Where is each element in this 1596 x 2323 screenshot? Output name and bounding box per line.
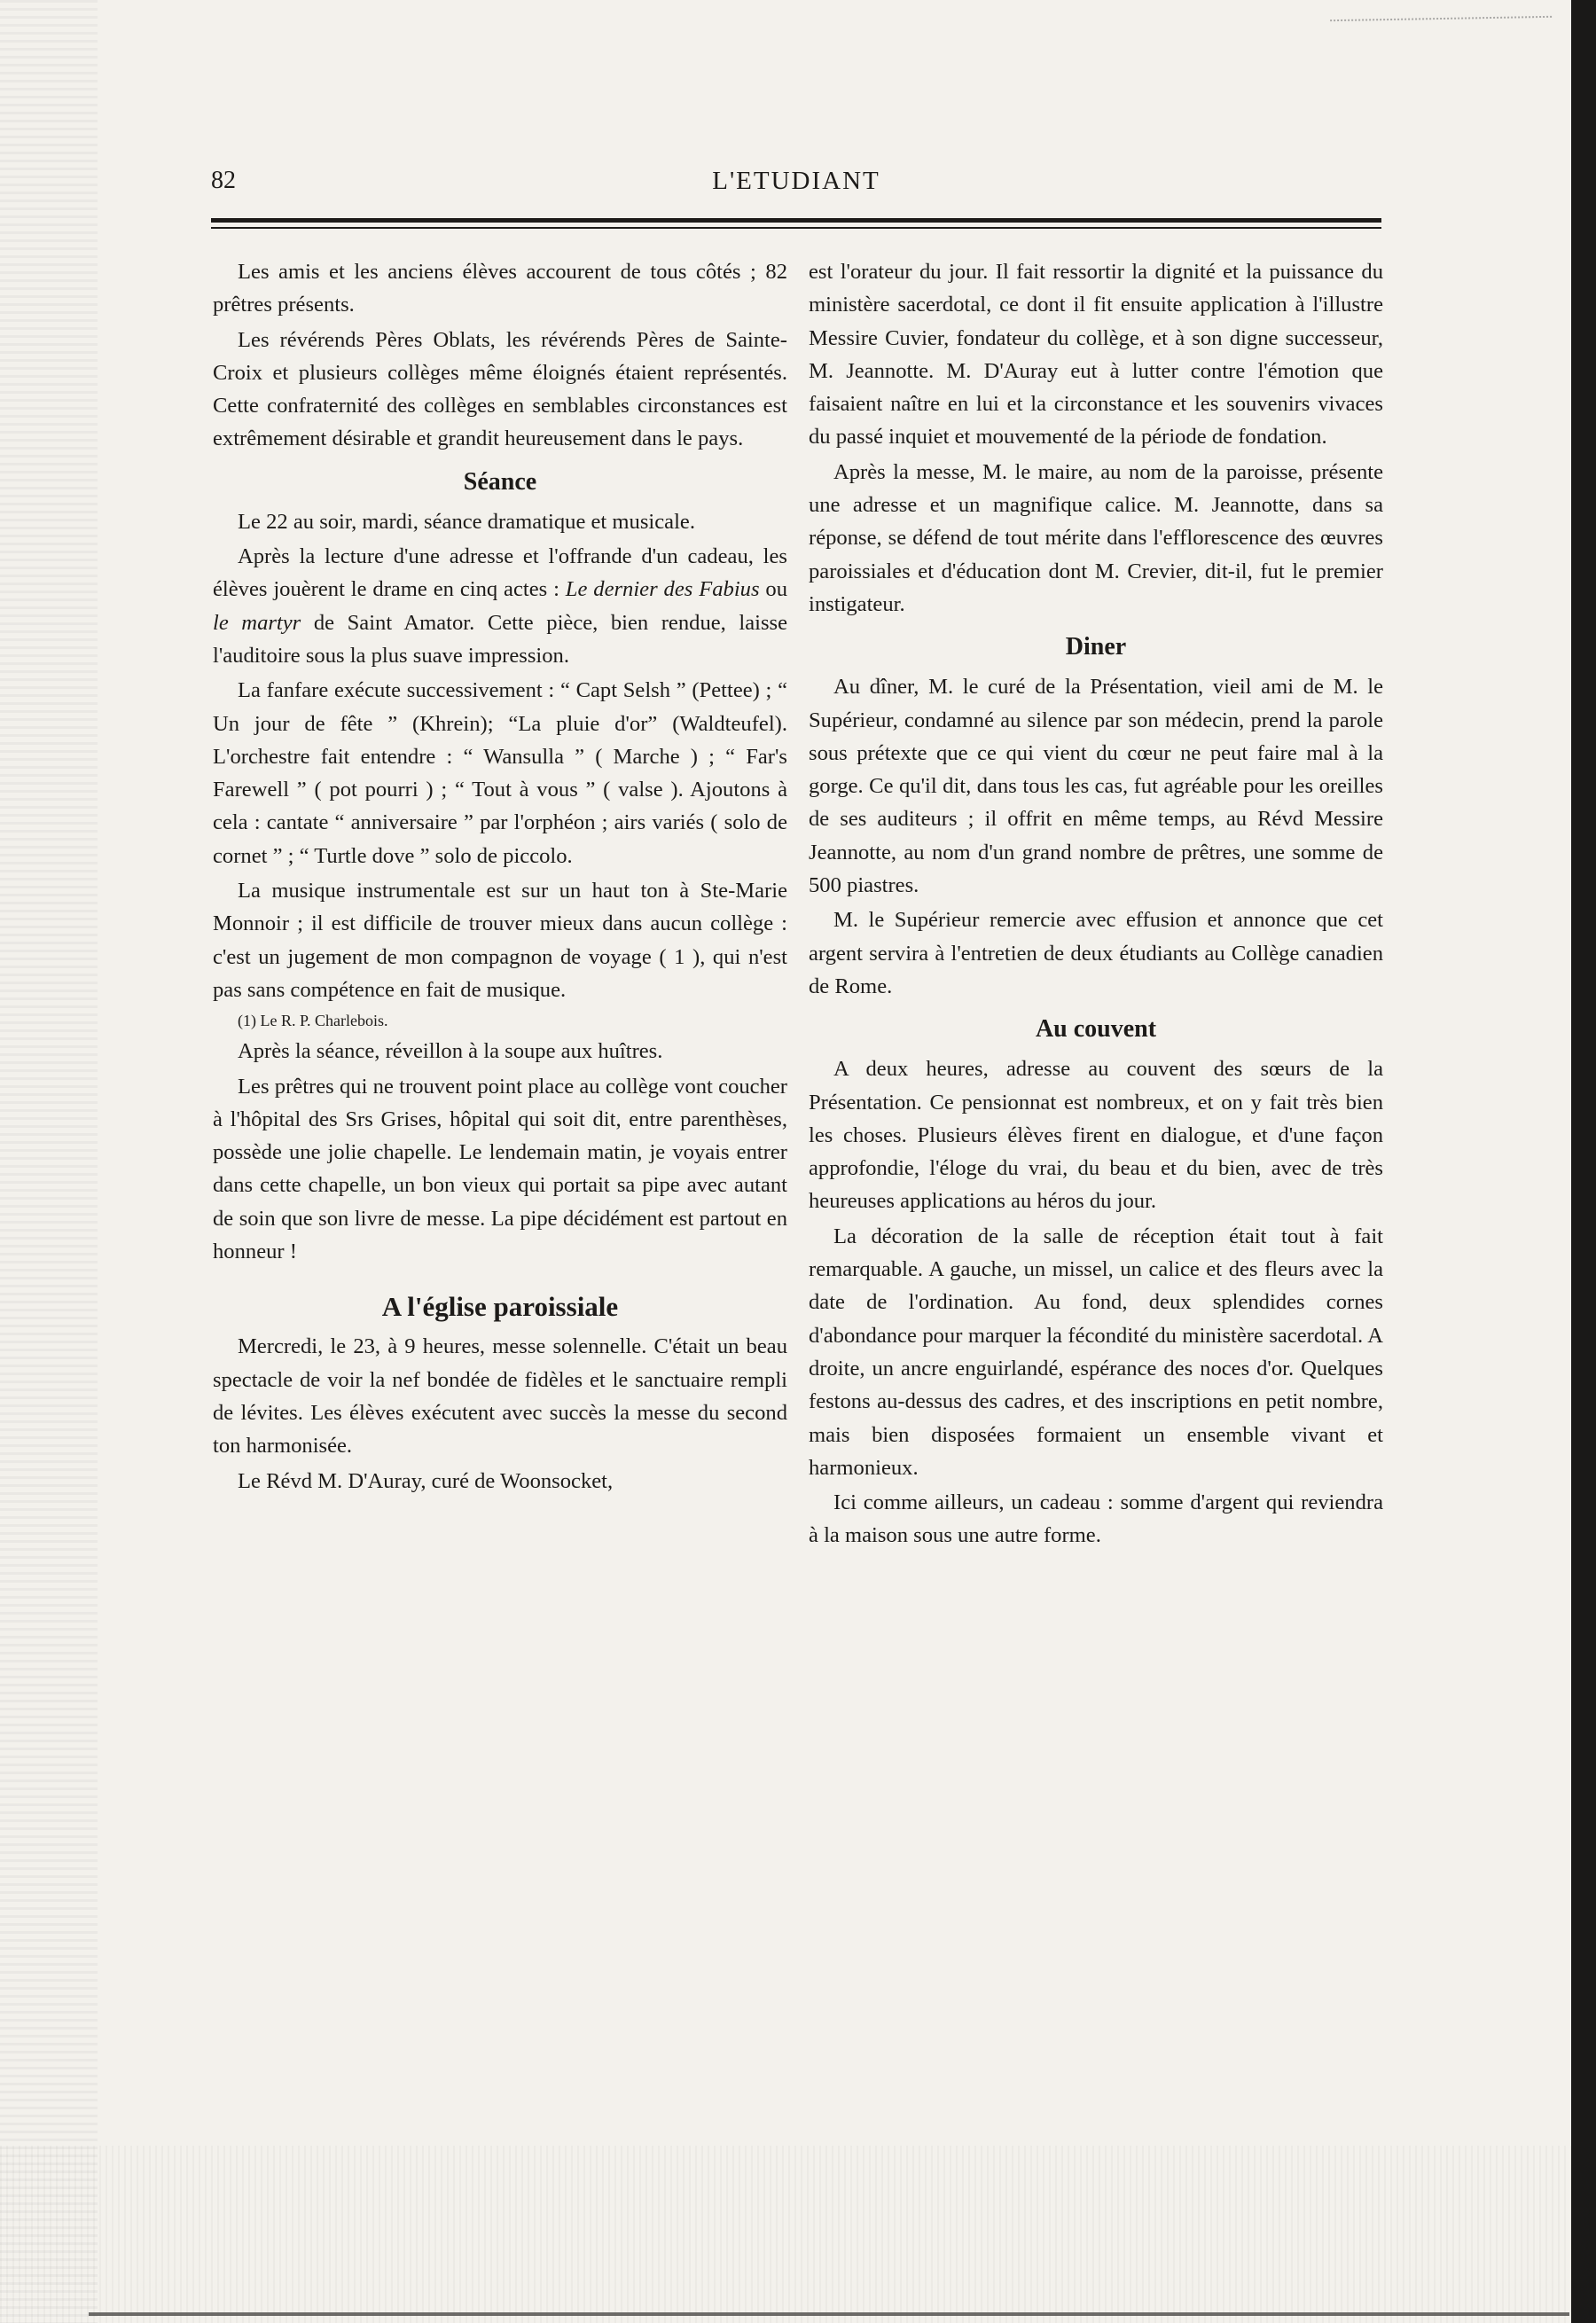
scan-edge-noise bbox=[0, 0, 98, 2323]
footnote: (1) Le R. P. Charlebois. bbox=[238, 1012, 388, 1030]
paragraph: Mercredi, le 23, à 9 heures, messe solennelle. C'était un beau spectacle de voir la nef bondée de fidèles et le sanctuaire rempli de lévites. Les élèves exécutent avec succès la messe du second ton harmonisée. bbox=[213, 1334, 787, 1459]
scan-scuff-mark bbox=[1330, 4, 1552, 21]
scan-bottom-edge bbox=[89, 2312, 1569, 2316]
page-number: 82 bbox=[211, 167, 236, 194]
running-title: L'ETUDIANT bbox=[712, 167, 880, 195]
header-rule-thick bbox=[211, 218, 1381, 223]
paragraph: est l'orateur du jour. Il fait ressortir la dignité et la puissance du ministère sacerdotal, ce dont il fit ensuite application à l'illustre Messire Cuvier, fondateur du collège, et à son digne successeur, M. Jeannotte. M. D'Auray eut à lutter contre l'émotion que faisaient naître en lui et la circonstance et les souvenirs vivaces du passé inquiet et mouvementé de la période de fondation. bbox=[809, 260, 1383, 450]
section-heading-diner: Diner bbox=[1065, 633, 1127, 661]
text-run: ou bbox=[765, 577, 788, 602]
paragraph: Les prêtres qui ne trouvent point place au collège vont coucher à l'hôpital des Srs Grises, hôpital qui soit dit, entre parenthèses, possède une jolie chapelle. Le lendemain matin, je voyais entrer dans cette chapelle, un bon vieux qui portait sa pipe avec autant de soin que son livre de messe. La pipe décidément est partout en honneur ! bbox=[213, 1074, 787, 1264]
paragraph: Le Révd M. D'Auray, curé de Woonsocket, bbox=[238, 1468, 614, 1493]
scan-binding-edge bbox=[1571, 0, 1596, 2323]
header-rule-thin bbox=[211, 227, 1381, 229]
drama-title: Le dernier des Fabius bbox=[565, 577, 760, 602]
paragraph: M. le Supérieur remercie avec effusion et annonce que cet argent servira à l'entretien de deux étudiants au Collège canadien de Rome. bbox=[809, 908, 1383, 998]
paragraph: A deux heures, adresse au couvent des sœurs de la Présentation. Ce pensionnat est nombreux, et on y fait très bien les choses. Plusieurs élèves firent en dialogue, et d'une façon approfondie, l'éloge du vrai, du beau et du bien, avec de très heureuses applications au héros du jour. bbox=[809, 1057, 1383, 1214]
paragraph: La musique instrumentale est sur un haut ton à Ste-Marie Monnoir ; il est difficile de trouver mieux dans aucun collège : c'est un jugement de mon compagnon de voyage ( 1 ), qui n'est pas sans compétence en fait de musique. bbox=[213, 879, 787, 1002]
paragraph: La décoration de la salle de réception était tout à fait remarquable. A gauche, un missel, un calice et des fleurs avec la date de l'ordination. Au fond, deux splendides cornes d'abondance pour marquer la fécondité du ministère sacerdotal. A droite, un ancre enguirlandé, espérance des noces d'or. Quelques festons au-dessus des cadres, et des inscriptions en petit nombre, mais bien disposées formaient un ensemble vivant et harmonieux. bbox=[809, 1224, 1383, 1480]
right-column bbox=[809, 255, 1383, 1554]
page-header bbox=[211, 167, 1381, 202]
paragraph: Au dîner, M. le curé de la Présentation, vieil ami de M. le Supérieur, condamné au silence par son médecin, prend la parole sous prétexte que ce qui vient du cœur ne peut faire mal à la gorge. Ce qu'il dit, dans tous les cas, fut agréable pour les oreilles de ses auditeurs ; il offrit en même temps, au Révd Messire Jeannotte, au nom d'un grand nombre de prêtres, une somme de 500 piastres. bbox=[809, 675, 1383, 898]
left-column bbox=[213, 255, 787, 1499]
paragraph: Après la séance, réveillon à la soupe aux huîtres. bbox=[238, 1039, 663, 1064]
paragraph: La fanfare exécute successivement : “ Capt Selsh ” (Pettee) ; “ Un jour de fête ” (Khrein); “La pluie d'or” (Waldteufel). L'orchestre fait entendre : “ Wansulla ” ( Marche ) ; “ Far's Farewell ” ( pot pourri ) ; “ Tout à vous ” ( valse ). Ajoutons à cela : cantate “ anniversaire ” par l'orphéon ; airs variés ( solo de cornet ” ; “ Turtle dove ” solo de piccolo. bbox=[213, 678, 787, 868]
scan-bottom-noise bbox=[0, 2146, 1596, 2323]
paragraph: Après la messe, M. le maire, au nom de la paroisse, présente une adresse et un magnifique calice. M. Jeannotte, dans sa réponse, se défend de tout mérite dans l'efflorescence des œuvres paroissiales et d'éducation dont M. Crevier, dit-il, fut le premier instigateur. bbox=[809, 459, 1383, 616]
paragraph: Les amis et les anciens élèves accourent de tous côtés ; 82 prêtres présents. bbox=[213, 260, 787, 317]
paragraph: Les révérends Pères Oblats, les révérends Pères de Sainte-Croix et plusieurs collèges même éloignés étaient représentés. Cette confraternité des collèges en semblables circonstances est extrêmement désirable et grandit heureusement dans le pays. bbox=[213, 327, 787, 451]
section-heading-eglise: A l'église paroissiale bbox=[381, 1291, 619, 1323]
paragraph: Ici comme ailleurs, un cadeau : somme d'argent qui reviendra à la maison sous une autre forme. bbox=[809, 1490, 1383, 1548]
text-run: Après la lecture d'une adresse et l'offrande d'un cadeau, les élèves jouèrent le drame en cinq actes : bbox=[213, 544, 787, 602]
section-heading-seance: Séance bbox=[463, 467, 537, 496]
text-run: de Saint Amator. Cette pièce, bien rendue, laisse l'auditoire sous la plus suave impression. bbox=[213, 610, 787, 668]
paragraph: Le 22 au soir, mardi, séance dramatique et musicale. bbox=[238, 509, 695, 534]
drama-subtitle: le martyr bbox=[213, 610, 301, 635]
paragraph-drama bbox=[213, 540, 787, 672]
section-heading-couvent: Au couvent bbox=[1035, 1015, 1157, 1044]
